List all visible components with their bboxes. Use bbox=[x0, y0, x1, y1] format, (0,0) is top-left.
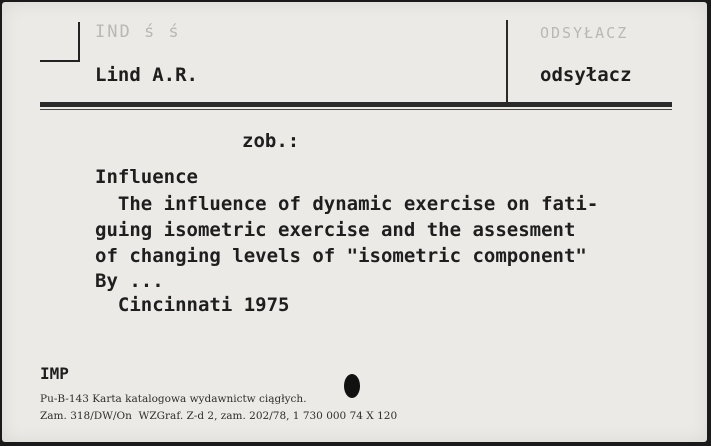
corner-tick-vertical bbox=[78, 22, 80, 62]
footer-print-line-2: Zam. 318/DW/On WZGraf. Z-d 2, zam. 202/78, 1 730 000 74 X 120 bbox=[40, 410, 398, 422]
entry-title-line-2: guing isometric exercise and the assesment bbox=[95, 219, 576, 241]
entry-heading: Influence bbox=[95, 166, 198, 188]
entry-place-year: Cincinnati 1975 bbox=[95, 294, 290, 316]
punch-hole bbox=[344, 374, 360, 398]
footer-code: IMP bbox=[40, 364, 69, 383]
card-type-label: odsyłacz bbox=[540, 64, 632, 86]
corner-tick-horizontal bbox=[40, 60, 80, 62]
footer-print-line-1: Pu-B-143 Karta katalogowa wydawnictw ciągłych. bbox=[40, 393, 307, 405]
column-divider bbox=[506, 20, 508, 103]
catalog-card bbox=[2, 2, 707, 442]
author-name: Lind A.R. bbox=[95, 64, 198, 86]
faint-header-left: IND ś ś bbox=[95, 22, 181, 42]
entry-title-line-3: of changing levels of "isometric component" bbox=[95, 245, 587, 267]
entry-authors: By ... bbox=[95, 270, 164, 292]
header-rule bbox=[40, 102, 672, 107]
header-rule-thin bbox=[40, 109, 672, 110]
see-reference-label: zob.: bbox=[242, 130, 300, 152]
entry-title-line-1: The influence of dynamic exercise on fati- bbox=[95, 193, 599, 215]
faint-header-right: ODSYŁACZ bbox=[540, 24, 629, 42]
